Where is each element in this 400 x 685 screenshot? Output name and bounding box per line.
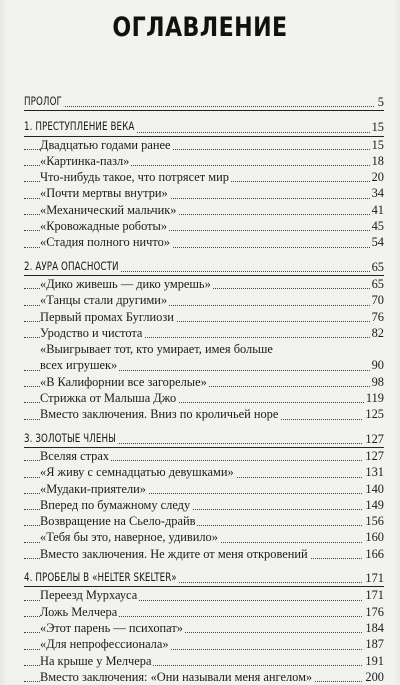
page-number: 119 xyxy=(365,391,384,406)
toc-chapter xyxy=(0,169,400,185)
section-rule xyxy=(24,110,384,111)
page-number: 65 xyxy=(371,259,384,274)
page-number: 54 xyxy=(371,235,384,250)
chapter-title: «Этот парень — психопат» xyxy=(40,620,183,635)
page-number: 15 xyxy=(371,120,384,135)
chapter-title: Уродство и чистота xyxy=(40,325,143,340)
page-number: 125 xyxy=(365,407,384,422)
page-number: 20 xyxy=(371,170,384,185)
chapter-title: Ложь Мелчера xyxy=(40,604,118,619)
toc-chapter xyxy=(0,529,400,545)
toc-chapter-line1 xyxy=(0,341,400,357)
page-number: 176 xyxy=(365,604,384,619)
toc-chapter xyxy=(0,309,400,325)
chapter-title: На крыше у Мелчера xyxy=(40,653,152,668)
chapter-title: Первый промах Буглиози xyxy=(40,309,174,324)
page-number: 171 xyxy=(365,571,384,586)
toc-chapter xyxy=(0,218,400,234)
page-number: 140 xyxy=(365,481,384,496)
toc-chapter xyxy=(0,153,400,169)
part-title: 2. АУРА ОПАСНОСТИ xyxy=(24,259,120,275)
page-number: 41 xyxy=(371,202,384,217)
chapter-title: Вместо заключения. Вниз по кроличьей норе xyxy=(40,407,279,422)
chapter-title: «Механический мальчик» xyxy=(40,202,177,217)
chapter-title: Вместо заключения: «Они называли меня ангелом» xyxy=(40,669,313,684)
toc-chapter xyxy=(0,497,400,513)
page-number: 34 xyxy=(371,186,384,201)
chapter-title: Стрижка от Малыша Джо xyxy=(40,391,177,406)
toc-chapter xyxy=(0,292,400,308)
toc-chapter xyxy=(0,185,400,201)
chapter-title: «Я живу с семнадцатью девушками» xyxy=(40,465,234,480)
toc-part-1 xyxy=(0,119,400,135)
toc-part-2 xyxy=(0,259,400,275)
page-number: 127 xyxy=(365,431,384,446)
chapter-title: «Дико живешь — дико умрешь» xyxy=(40,276,211,291)
chapter-title: Вместо заключения. Не ждите от меня откровений xyxy=(40,546,308,561)
toc-chapter xyxy=(0,513,400,529)
part-title: ПРОЛОГ xyxy=(24,94,63,110)
toc-chapter xyxy=(0,620,400,636)
chapter-title: Переезд Мурхауса xyxy=(40,588,138,603)
page-number: 149 xyxy=(365,497,384,512)
toc-chapter xyxy=(0,546,400,562)
toc-chapter xyxy=(0,653,400,669)
toc-chapter xyxy=(0,636,400,652)
chapter-title: Вперед по бумажному следу xyxy=(40,497,191,512)
chapter-title: Двадцатью годами ранее xyxy=(40,137,171,152)
toc-part-3 xyxy=(0,431,400,447)
chapter-title: «Выигрывает тот, кто умирает, имея больше xyxy=(40,342,273,357)
page-number: 45 xyxy=(371,219,384,234)
page-number: 70 xyxy=(371,293,384,308)
chapter-title: «Кровожадные роботы» xyxy=(40,219,168,234)
page-number: 160 xyxy=(365,530,384,545)
toc-chapter xyxy=(0,357,400,373)
toc-part-4 xyxy=(0,570,400,586)
chapter-title: «Стадия полного ничто» xyxy=(40,235,170,250)
toc-chapter xyxy=(0,276,400,292)
page-number: 98 xyxy=(371,374,384,389)
page-number: 18 xyxy=(371,153,384,168)
toc-chapter xyxy=(0,137,400,153)
part-title: 4. ПРОБЕЛЫ В «HELTER SKELTER» xyxy=(24,570,178,586)
chapter-title: «Танцы стали другими» xyxy=(40,293,168,308)
toc-chapter xyxy=(0,448,400,464)
chapter-title: «Картинка-пазл» xyxy=(40,153,130,168)
toc-chapter xyxy=(0,587,400,603)
chapter-title: «Мудаки-приятели» xyxy=(40,481,146,496)
toc-chapter xyxy=(0,406,400,422)
part-title: 3. ЗОЛОТЫЕ ЧЛЕНЫ xyxy=(24,431,117,447)
toc-chapter xyxy=(0,604,400,620)
toc-chapter xyxy=(0,374,400,390)
page-number: 127 xyxy=(365,448,384,463)
toc-chapter xyxy=(0,390,400,406)
chapter-title: «Почти мертвы внутри» xyxy=(40,186,168,201)
page-number: 131 xyxy=(365,465,384,480)
page-number: 65 xyxy=(371,276,384,291)
toc-chapter xyxy=(0,481,400,497)
table-of-contents xyxy=(0,94,400,685)
toc-chapter xyxy=(0,464,400,480)
page-number: 200 xyxy=(365,669,384,684)
page-number: 90 xyxy=(371,358,384,373)
page-number: 191 xyxy=(365,653,384,668)
toc-chapter xyxy=(0,669,400,685)
chapter-title: Вселяя страх xyxy=(40,448,110,463)
chapter-title: Что-нибудь такое, что потрясет мир xyxy=(40,170,229,185)
page-number: 184 xyxy=(365,620,384,635)
toc-chapter xyxy=(0,325,400,341)
chapter-title: «Тебя бы это, наверное, удивило» xyxy=(40,530,218,545)
chapter-title: Возвращение на Сьело-драйв xyxy=(40,514,196,529)
page-title: ОГЛАВЛЕНИЕ xyxy=(112,12,288,43)
chapter-title: «В Калифорнии все загорелые» xyxy=(40,374,207,389)
toc-chapter xyxy=(0,234,400,250)
chapter-title: «Для непрофессионала» xyxy=(40,637,169,652)
dot-leader xyxy=(24,106,374,107)
page-number: 166 xyxy=(365,546,384,561)
page-number: 171 xyxy=(365,588,384,603)
chapter-title-line2: всех игрушек» xyxy=(40,358,118,373)
page-number: 82 xyxy=(371,325,384,340)
page-number: 187 xyxy=(365,637,384,652)
page-number: 156 xyxy=(365,514,384,529)
page-number: 76 xyxy=(371,309,384,324)
page-number: 15 xyxy=(371,137,384,152)
part-title: 1. ПРЕСТУПЛЕНИЕ ВЕКА xyxy=(24,119,136,135)
toc-chapter xyxy=(0,202,400,218)
page-number: 5 xyxy=(377,95,384,109)
toc-part-prologue xyxy=(0,94,400,110)
